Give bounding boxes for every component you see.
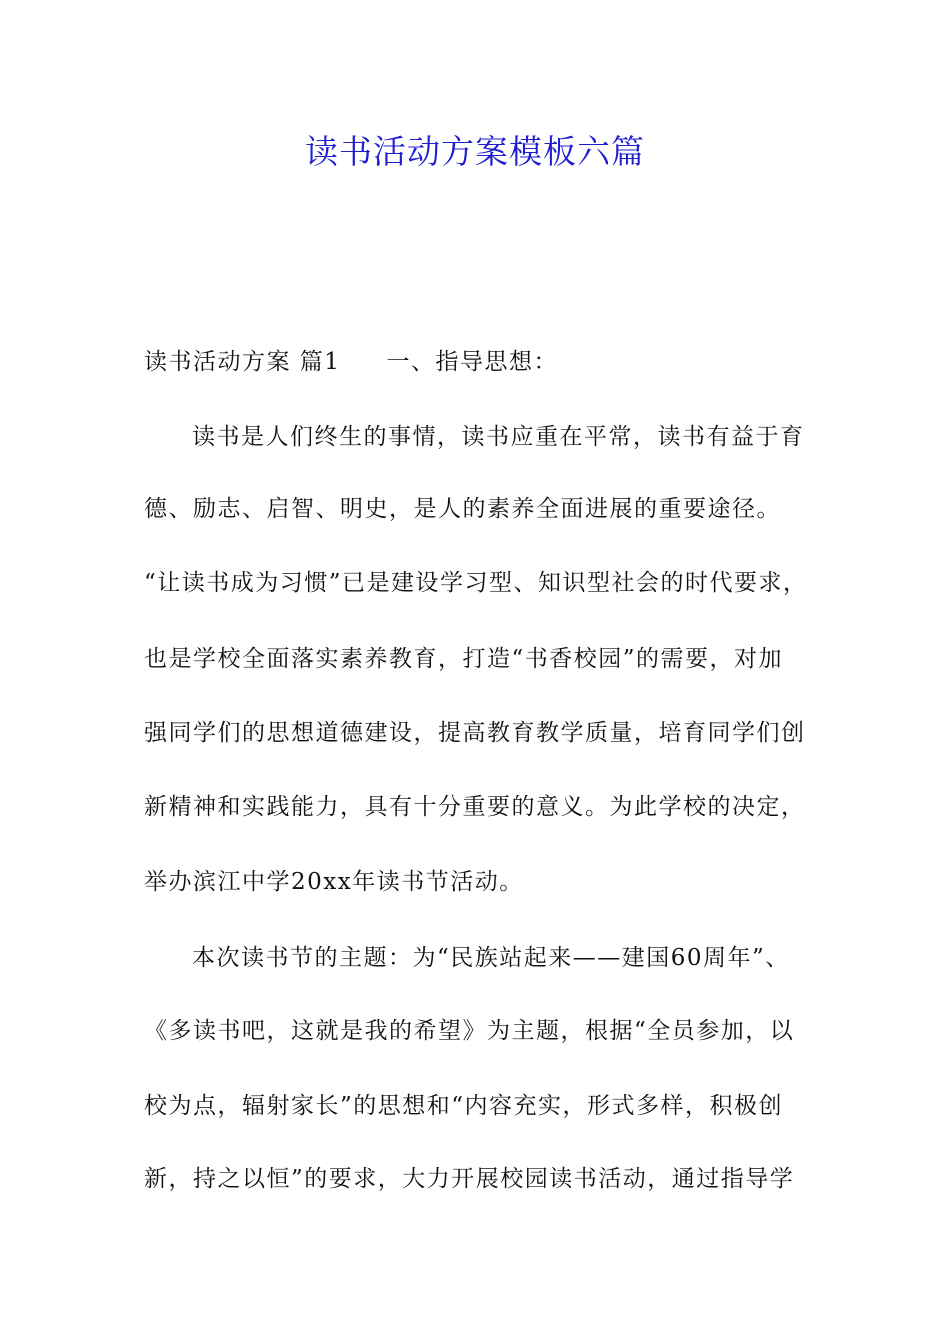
section-heading — [144, 346, 558, 378]
paragraph-line: 《多读书吧，这就是我的希望》为主题，根据“全员参加，以 — [144, 1018, 795, 1044]
section-subheading: 一、指导思想： — [386, 349, 558, 375]
paragraph-line: 校为点，辐射家长”的思想和“内容充实，形式多样，积极创 — [144, 1093, 784, 1119]
paragraph-line: 新，持之以恒”的要求，大力开展校园读书活动，通过指导学 — [144, 1166, 795, 1192]
paragraph-line: 德、励志、启智、明史，是人的素养全面进展的重要途径。 — [144, 496, 781, 522]
paragraph-line: 强同学们的思想道德建设，提高教育教学质量，培育同学们创 — [144, 720, 806, 746]
paragraph-line: 举办滨江中学20xx年读书节活动。 — [144, 869, 524, 895]
paragraph-line: 读书是人们终生的事情，读书应重在平常，读书有益于育 — [192, 424, 805, 450]
paragraph-line: 也是学校全面落实素养教育，打造“书香校园”的需要，对加 — [144, 646, 784, 672]
section-heading-label: 读书活动方案 篇1 — [144, 349, 341, 375]
paragraph-line: “让读书成为习惯”已是建设学习型、知识型社会的时代要求， — [144, 570, 808, 596]
paragraph-line: 新精神和实践能力，具有十分重要的意义。为此学校的决定， — [144, 794, 806, 820]
document-title: 读书活动方案模板六篇 — [305, 132, 645, 171]
paragraph-line: 本次读书节的主题：为“民族站起来——建国60周年”、 — [192, 945, 790, 971]
